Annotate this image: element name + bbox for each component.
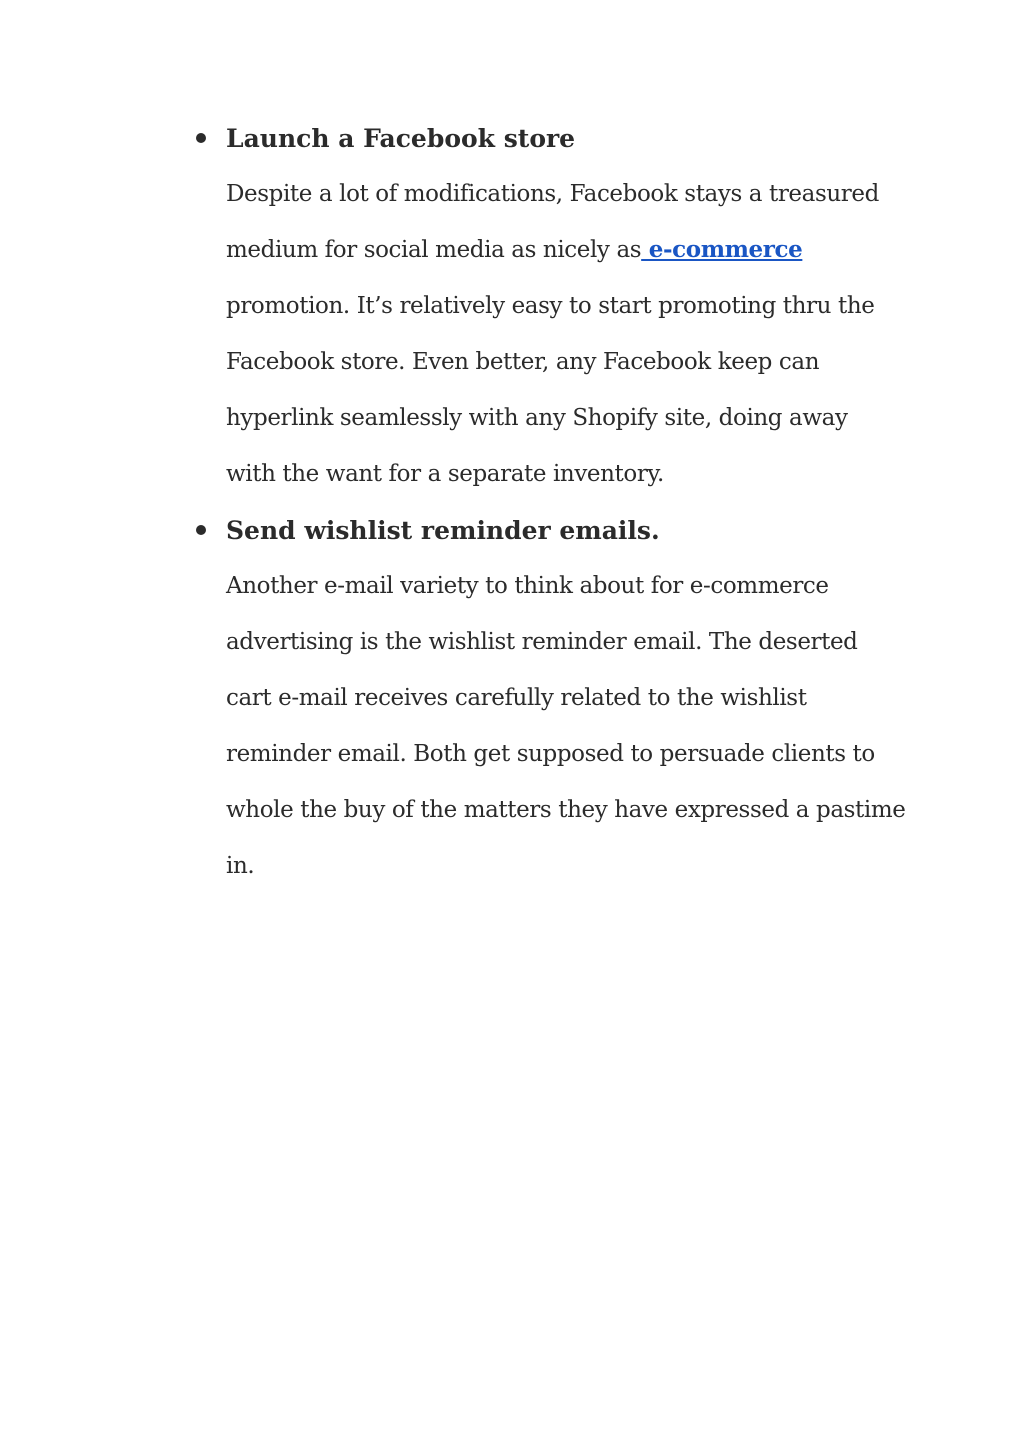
item-body — [226, 166, 926, 502]
bullet-icon — [196, 133, 206, 143]
bullet-icon — [196, 525, 206, 535]
body-line-with-link — [226, 222, 926, 278]
body-line: hyperlink seamlessly with any Shopify site, doing away — [226, 405, 848, 431]
item-body — [226, 558, 926, 894]
body-line: promotion. It’s relatively easy to start promoting thru the — [226, 293, 875, 319]
body-line-text: medium for social media as nicely as — [226, 237, 642, 263]
body-line: Another e-mail variety to think about for e-commerce — [226, 573, 829, 599]
body-line: with the want for a separate inventory. — [226, 461, 664, 487]
body-line: advertising is the wishlist reminder email. The deserted — [226, 629, 858, 655]
body-line: in. — [226, 853, 255, 879]
body-line: Despite a lot of modifications, Facebook stays a treasured — [226, 181, 879, 207]
body-line: Facebook store. Even better, any Facebook keep can — [226, 349, 820, 375]
item-heading: Send wishlist reminder emails. — [226, 516, 660, 545]
ecommerce-link[interactable]: e-commerce — [641, 236, 803, 263]
list-item-facebook-store — [226, 118, 926, 502]
body-line: cart e-mail receives carefully related to the wishlist — [226, 685, 807, 711]
body-line: whole the buy of the matters they have expressed a pastime — [226, 797, 906, 823]
bullet-list — [226, 118, 926, 902]
body-line: reminder email. Both get supposed to persuade clients to — [226, 741, 875, 767]
item-heading: Launch a Facebook store — [226, 124, 576, 153]
list-item-wishlist-emails — [226, 510, 926, 894]
